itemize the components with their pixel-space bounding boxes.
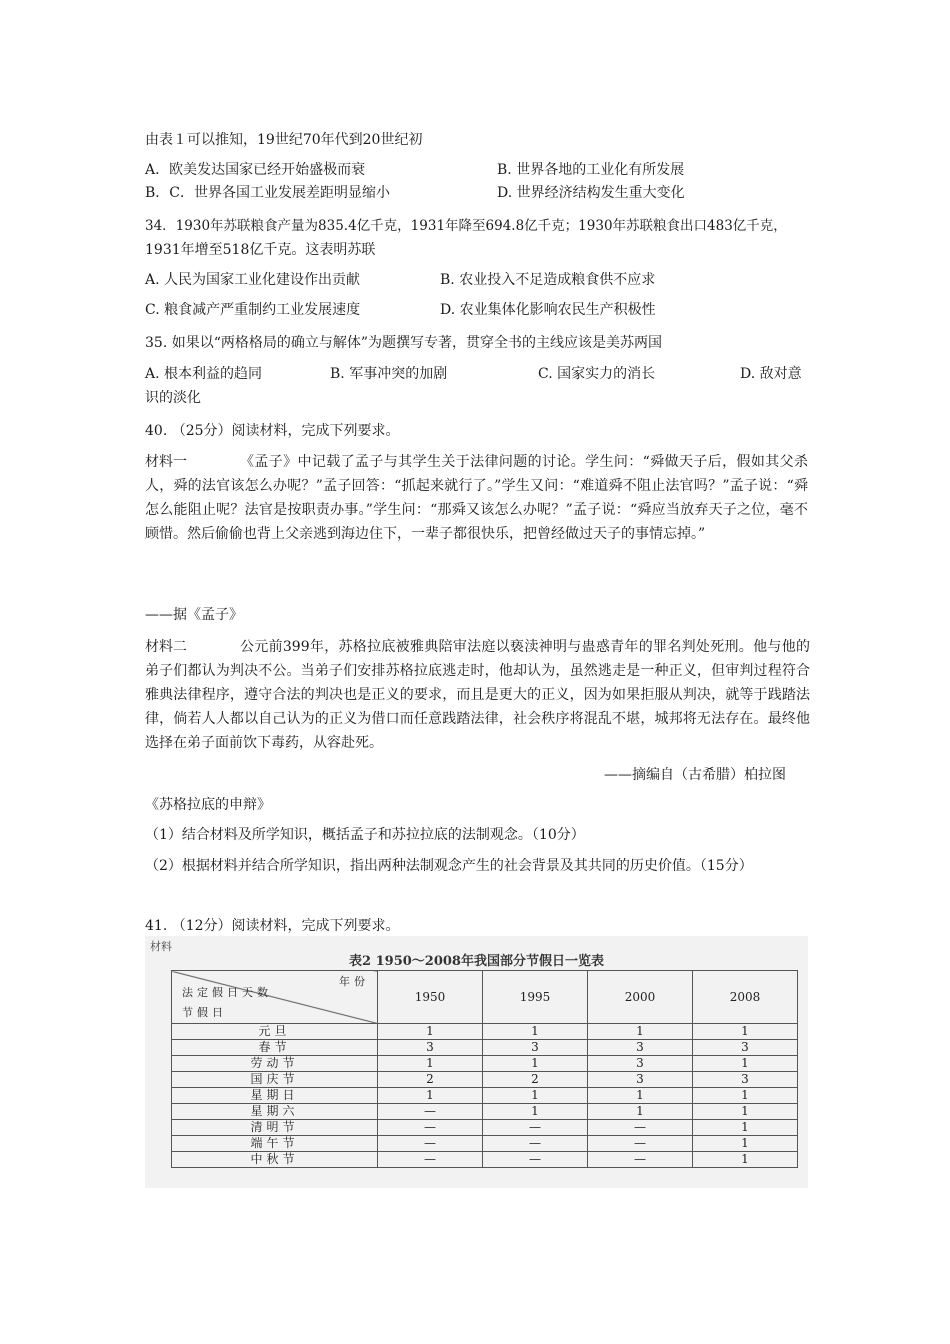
table-cell: — [483, 1136, 588, 1152]
table-cell: — [588, 1152, 693, 1168]
holiday-name: 星期六 [172, 1104, 378, 1120]
q34-stem-line2: 1931年增至518亿千克。这表明苏联 [145, 242, 376, 258]
q40-requirement-2: （2）根据材料并结合所学知识，指出两种法制观念产生的社会背景及其共同的历史价值。（15分） [145, 858, 753, 874]
table-cell: 1 [378, 1088, 483, 1104]
table-cell: 3 [588, 1072, 693, 1088]
holiday-name: 春节 [172, 1040, 378, 1056]
holiday-name: 中秋节 [172, 1152, 378, 1168]
material-1-source: ——据《孟子》 [145, 607, 243, 623]
table-cell: 1 [483, 1056, 588, 1072]
table-cell: 1 [693, 1088, 798, 1104]
q35-option-a: A. 根本利益的趋同 [145, 366, 263, 382]
q33-option-d: D. 世界经济结构发生重大变化 [497, 185, 685, 201]
year-header: 1995 [483, 971, 588, 1024]
q34-stem-line1: 34．1930年苏联粮食产量为835.4亿千克，1931年降至694.8亿千克；1930年苏联粮食出口483亿千克， [145, 218, 787, 234]
table-row [172, 1152, 798, 1168]
table-corner-cell [172, 971, 378, 1024]
holiday-name: 元旦 [172, 1024, 378, 1040]
table-row [172, 1088, 798, 1104]
material-2-source: ——摘编自（古希腊）柏拉图 [604, 767, 786, 783]
year-header: 1950 [378, 971, 483, 1024]
table-title: 表2 1950～2008年我国部分节假日一览表 [349, 954, 604, 969]
table-cell: — [378, 1120, 483, 1136]
holiday-name: 国庆节 [172, 1072, 378, 1088]
q35-option-d-cont: 识的淡化 [145, 390, 201, 406]
q40-stem: 40. （25分）阅读材料，完成下列要求。 [145, 423, 400, 439]
table-cell: 1 [378, 1024, 483, 1040]
q34-option-b: B. 农业投入不足造成粮食供不应求 [440, 272, 656, 288]
q33-option-c: B．C．世界各国工业发展差距明显缩小 [145, 185, 390, 201]
table-cell: — [588, 1120, 693, 1136]
table-cell: — [378, 1104, 483, 1120]
table-cell: 1 [588, 1104, 693, 1120]
table-cell: 3 [693, 1072, 798, 1088]
table-cell: 1 [588, 1088, 693, 1104]
q34-option-d: D. 农业集体化影响农民生产积极性 [440, 302, 656, 318]
q34-option-a: A. 人民为国家工业化建设作出贡献 [145, 272, 361, 288]
holiday-table-image [145, 936, 808, 1188]
corner-label-holiday: 节假日 [182, 1006, 227, 1019]
table-row [172, 1104, 798, 1120]
table-cell: 1 [693, 1104, 798, 1120]
table-row [172, 1024, 798, 1040]
table-cell: 3 [378, 1040, 483, 1056]
table-row [172, 1136, 798, 1152]
q33-option-a: A．欧美发达国家已经开始盛极而衰 [145, 162, 366, 178]
material-2-label: 材料二 [145, 639, 187, 655]
table-row [172, 1072, 798, 1088]
table-cell: 3 [483, 1040, 588, 1056]
table-cell: 1 [483, 1088, 588, 1104]
holiday-name: 劳动节 [172, 1056, 378, 1072]
material-1-label: 材料一 [145, 454, 187, 470]
holiday-name: 星期日 [172, 1088, 378, 1104]
table-cell: 1 [378, 1056, 483, 1072]
corner-label-days: 法定假日天数 [182, 986, 272, 999]
table-row [172, 1040, 798, 1056]
table-row [172, 1120, 798, 1136]
corner-label-year: 年份 [339, 975, 369, 988]
table-cell: — [483, 1120, 588, 1136]
q35-stem: 35. 如果以“两格格局的确立与解体”为题撰写专著，贯穿全书的主线应该是美苏两国 [145, 335, 663, 351]
table-cell: — [378, 1136, 483, 1152]
table-header-row [172, 971, 798, 1024]
table-cell: 3 [588, 1040, 693, 1056]
q33-option-b: B. 世界各地的工业化有所发展 [497, 162, 685, 178]
table-cell: 1 [483, 1024, 588, 1040]
table-cell: 1 [693, 1056, 798, 1072]
table-cell: 2 [378, 1072, 483, 1088]
material-2-text: 公元前399年，苏格拉底被雅典陪审法庭以亵渎神明与蛊惑青年的罪名判处死刑。他与他的弟子们都认为判决不公。当弟子们安排苏格拉底逃走时，他却认为，虽然逃走是一种正义，但审判过程符合雅典法律程序，遵守合法的判决也是正义的要求，而且是更大的正义，因为如果拒服从判决，就等于践踏法律，倘若人人都以自己认为的正义为借口而任意践踏法律，社会秩序将混乱不堪，城邦将无法存在。最终他选择在弟子面前饮下毒药，从容赴死。 [145, 639, 810, 751]
q33-stem: 由表１可以推知，19世纪70年代到20世纪初 [145, 132, 423, 148]
q35-option-c: C. 国家实力的消长 [538, 366, 656, 382]
year-header: 2000 [588, 971, 693, 1024]
holiday-table [171, 970, 798, 1168]
table-cell: 1 [693, 1024, 798, 1040]
material-tag: 材料 [150, 940, 172, 953]
table-row [172, 1056, 798, 1072]
q35-option-b: B. 军事冲突的加剧 [330, 366, 448, 382]
holiday-name: 清明节 [172, 1120, 378, 1136]
table-cell: 2 [483, 1072, 588, 1088]
table-cell: 1 [588, 1024, 693, 1040]
table-cell: 3 [588, 1056, 693, 1072]
table-cell: — [378, 1152, 483, 1168]
q34-option-c: C. 粮食减产严重制约工业发展速度 [145, 302, 361, 318]
table-cell: — [588, 1136, 693, 1152]
year-header: 2008 [693, 971, 798, 1024]
q40-requirement-1: （1）结合材料及所学知识，概括孟子和苏拉拉底的法制观念。（10分） [145, 827, 585, 843]
material-2-source-book: 《苏格拉底的申辩》 [145, 797, 271, 813]
material-1-text: 《孟子》中记载了孟子与其学生关于法律问题的讨论。学生问：“舜做天子后，假如其父杀人，舜的法官该怎么办呢？”孟子回答：“抓起来就行了。”学生又问：“难道舜不阻止法官吗？”孟子说：“舜怎么能阻止呢？法官是按职责办事。”学生问：“那舜又该怎么办呢？”孟子说：“舜应当放弃天子之位，毫不顾惜。然后偷偷也背上父亲逃到海边住下，一辈子都很快乐，把曾经做过天子的事情忘掉。” [145, 454, 808, 542]
q41-stem: 41. （12分）阅读材料，完成下列要求。 [145, 918, 400, 934]
table-cell: 1 [693, 1136, 798, 1152]
table-cell: — [483, 1152, 588, 1168]
table-cell: 3 [693, 1040, 798, 1056]
q35-option-d: D. 敌对意 [740, 366, 802, 382]
holiday-name: 端午节 [172, 1136, 378, 1152]
table-cell: 1 [693, 1120, 798, 1136]
table-cell: 1 [693, 1152, 798, 1168]
table-cell: 1 [483, 1104, 588, 1120]
